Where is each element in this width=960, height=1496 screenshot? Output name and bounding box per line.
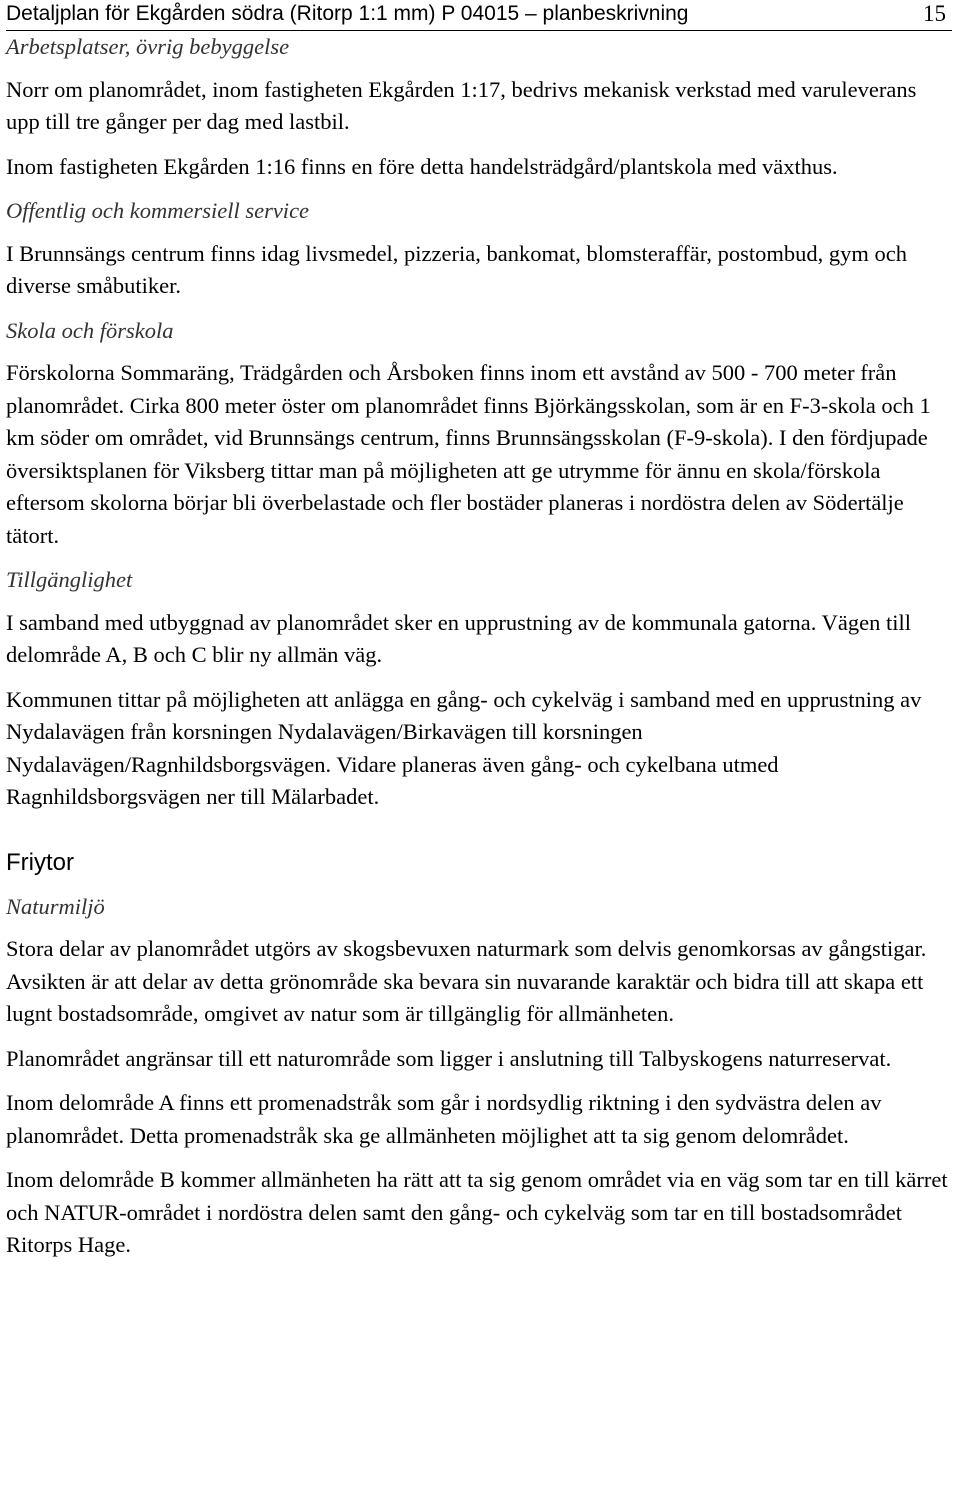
heading-tillganglighet: Tillgänglighet bbox=[6, 567, 133, 592]
heading-friytor: Friytor bbox=[6, 848, 74, 876]
heading-service: Offentlig och kommersiell service bbox=[6, 198, 310, 223]
paragraph: I samband med utbyggnad av planområdet sker en upprustning av de kommunala gatorna. Vägen till delområde A, B och C blir ny allmän väg. bbox=[6, 609, 911, 667]
paragraph: Förskolorna Sommaräng, Trädgården och Årsboken finns inom ett avstånd av 500 - 700 meter från planområdet. Cirka 800 meter öster om planområdet finns Björkängsskolan, som är en F-3-skola och 1 km söder om området, vid Brunnsängs centrum, finns Brunnsängsskolan (F-9-skola). I den fördjupade översiktsplanen för Viksberg tittar man på möjligheten att ge utrymme för ännu en skola/förskola eftersom skolorna börjar bli överbelastade och fler bostäder planeras i nordöstra delen av Södertälje tätort. bbox=[6, 360, 931, 548]
heading-skola: Skola och förskola bbox=[6, 317, 174, 343]
heading-naturmiljo: Naturmiljö bbox=[6, 893, 105, 919]
paragraph: I Brunnsängs centrum finns idag livsmedel, pizzeria, bankomat, blomsteraffär, postombud, gym och diverse småbutiker. bbox=[6, 240, 907, 298]
running-header bbox=[6, 0, 952, 31]
paragraph: Stora delar av planområdet utgörs av skogsbevuxen naturmark som delvis genomkorsas av gångstigar. Avsikten är att delar av detta grönområde ska bevara sin nuvarande karaktär och bidra till att skapa ett lugnt bostadsområde, omgivet av natur som är tillgänglig för allmänheten. bbox=[6, 936, 927, 1026]
heading-arbetsplatser: Arbetsplatser, övrig bebyggelse bbox=[6, 34, 290, 59]
paragraph: Norr om planområdet, inom fastigheten Ekgården 1:17, bedrivs mekanisk verkstad med varuleverans upp till tre gånger per dag med lastbil. bbox=[6, 76, 917, 134]
document-body bbox=[6, 31, 952, 1262]
document-page bbox=[6, 0, 952, 1262]
document-title: Detaljplan för Ekgården södra (Ritorp 1:1 mm) P 04015 – planbeskrivning bbox=[6, 2, 689, 25]
paragraph: Planområdet angränsar till ett naturområde som ligger i anslutning till Talbyskogens naturreservat. bbox=[6, 1045, 892, 1071]
page-number: 15 bbox=[923, 1, 946, 26]
paragraph: Kommunen tittar på möjligheten att anlägga en gång- och cykelväg i samband med en upprustning av Nydalavägen från korsningen Nydalavägen/Birkavägen till korsningen Nydalavägen/Ragnhildsborgsvägen. Vidare planeras även gång- och cykelbana utmed Ragnhildsborgsvägen ner till Mälarbadet. bbox=[6, 686, 922, 809]
paragraph: Inom delområde B kommer allmänheten ha rätt att ta sig genom området via en väg som tar en till kärret och NATUR-området i nordöstra delen samt den gång- och cykelväg som tar en till bostadsområdet Ritorps Hage. bbox=[6, 1167, 948, 1257]
paragraph: Inom delområde A finns ett promenadstråk som går i nordsydlig riktning i den sydvästra delen av planområdet. Detta promenadstråk ska ge allmänheten möjlighet att ta sig genom delområdet. bbox=[6, 1090, 882, 1148]
paragraph: Inom fastigheten Ekgården 1:16 finns en före detta handelsträdgård/plantskola med växthus. bbox=[6, 153, 838, 179]
